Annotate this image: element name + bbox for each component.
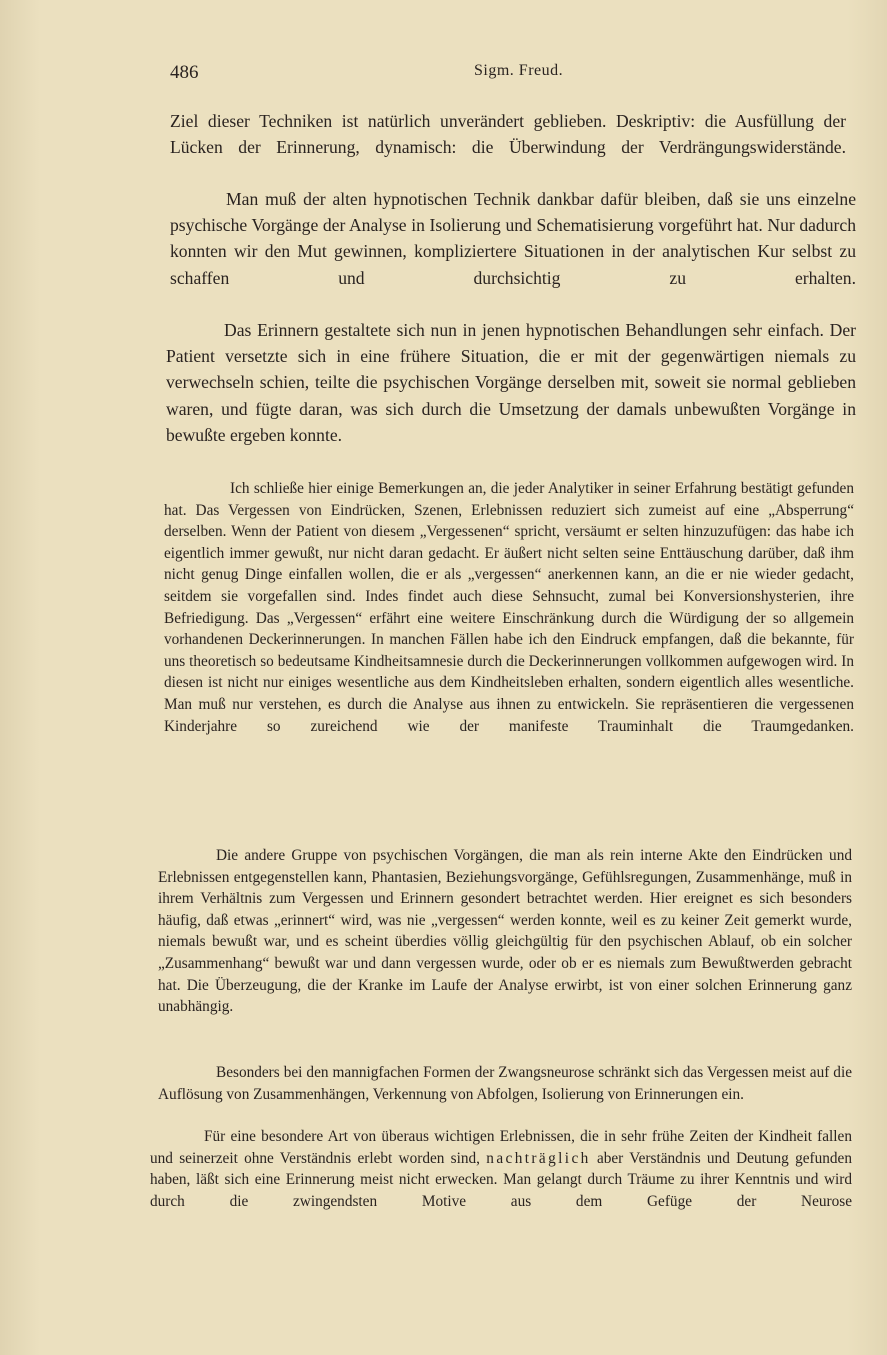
text-segment: aber Verständnis und Deutung gefunden haben, läßt sich eine Erinnerung meist nicht erwecken. Man gelangt durch Träume zu ihrer Kenntnis und wird durch die zwingendsten Motive aus dem Gefüge der Neurose [150, 1149, 852, 1210]
paragraph-early-experiences [150, 1126, 852, 1212]
paragraph-forgetting-remarks: Ich schließe hier einige Bemerkungen an, die jeder Analytiker in seiner Erfahrung bestätigt gefunden hat. Das Vergessen von Eindrücken, Szenen, Erlebnissen reduziert sich zumeist auf eine „Absperrung“ derselben. Wenn der Patient von diesem „Vergessenen“ spricht, versäumt er selten hinzuzufügen: das habe ich eigentlich immer gewußt, nur nicht daran gedacht. Er äußert nicht selten seine Enttäuschung darüber, daß ihm nicht genug Dinge einfallen wollen, die er als „vergessen“ anerkennen kann, an die er nie wieder gedacht, seitdem sie vorgefallen sind. Indes findet auch diese Sehnsucht, zumal bei Konversionshysterien, ihre Befriedigung. Das „Vergessen“ erfährt eine weitere Einschränkung durch die Würdigung der so allgemein vorhandenen Deckerinnerungen. In manchen Fällen habe ich den Eindruck empfangen, daß die bekannte, für uns theoretisch so bedeutsame Kindheitsamnesie durch die Deckerinnerungen vollkommen aufgewogen wird. In diesen ist nicht nur einiges wesentliche aus dem Kindheitsleben erhalten, sondern eigentlich alles wesentliche. Man muß nur verstehen, es durch die Analyse aus ihnen zu entwickeln. Sie repräsentieren die vergessenen Kinderjahre so zureichend wie der manifeste Trauminhalt die Traumgedanken. [164, 480, 854, 735]
paragraph-obsessional-neurosis: Besonders bei den mannigfachen Formen der Zwangsneurose schränkt sich das Vergessen meist auf die Auflösung von Zusammenhängen, Verkennung von Abfolgen, Isolierung von Erinnerungen ein. [158, 1064, 852, 1103]
paragraph-remembering: Das Erinnern gestaltete sich nun in jenen hypnotischen Behandlungen sehr einfach. Der Patient versetzte sich in eine frühere Situation, die er mit der gegenwärtigen niemals zu verwechseln schien, teilte die psychischen Vorgänge derselben mit, soweit sie normal geblieben waren, und fügte daran, was sich durch die Umsetzung der damals unbewußten Vorgänge in bewußte ergeben konnte. [166, 320, 856, 445]
paragraph-internal-acts: Die andere Gruppe von psychischen Vorgängen, die man als rein interne Akte den Eindrücken und Erlebnissen entgegenstellen kann, Phantasien, Beziehungsvorgänge, Gefühlsregungen, Zusammenhänge, muß in ihrem Verhältnis zum Vergessen und Erinnern gesondert betrachtet werden. Hier ereignet es sich besonders häufig, daß etwas „erinnert“ wird, was nie „vergessen“ werden konnte, weil es zu keiner Zeit gemerkt wurde, niemals bewußt war, und es scheint überdies völlig gleichgültig für den psychischen Ablauf, ob ein solcher „Zusammenhang“ bewußt war und dann vergessen wurde, oder ob er es niemals zum Bewußtwerden gebracht hat. Die Überzeugung, die der Kranke im Laufe der Analyse erwirbt, ist von einer solchen Erinnerung ganz unabhängig. [158, 847, 852, 1016]
paragraph-techniques-goal: Ziel dieser Techniken ist natürlich unverändert geblieben. Deskriptiv: die Ausfüllung der Lücken der Erinnerung, dynamisch: die Überwindung der Verdrängungswiderstände. [170, 111, 846, 158]
running-head: Sigm. Freud. [474, 62, 564, 79]
paragraph-hypnotic-technique: Man muß der alten hypnotischen Technik dankbar dafür bleiben, daß sie uns einzelne psychische Vorgänge der Analyse in Isolierung und Schematisierung vorgeführt hat. Nur dadurch konnten wir den Mut gewinnen, kompliziertere Situationen in der analytischen Kur selbst zu schaffen und durchsichtig zu erhalten. [170, 189, 856, 288]
text-segment: Für eine besondere Art von überaus wichtigen Erlebnissen, die in sehr frühe Zeiten der Kindheit fallen und seinerzeit ohne Verständnis erlebt worden sind, [150, 1128, 852, 1167]
page-number: 486 [170, 62, 199, 83]
emphasized-word: nachträglich [486, 1149, 591, 1167]
